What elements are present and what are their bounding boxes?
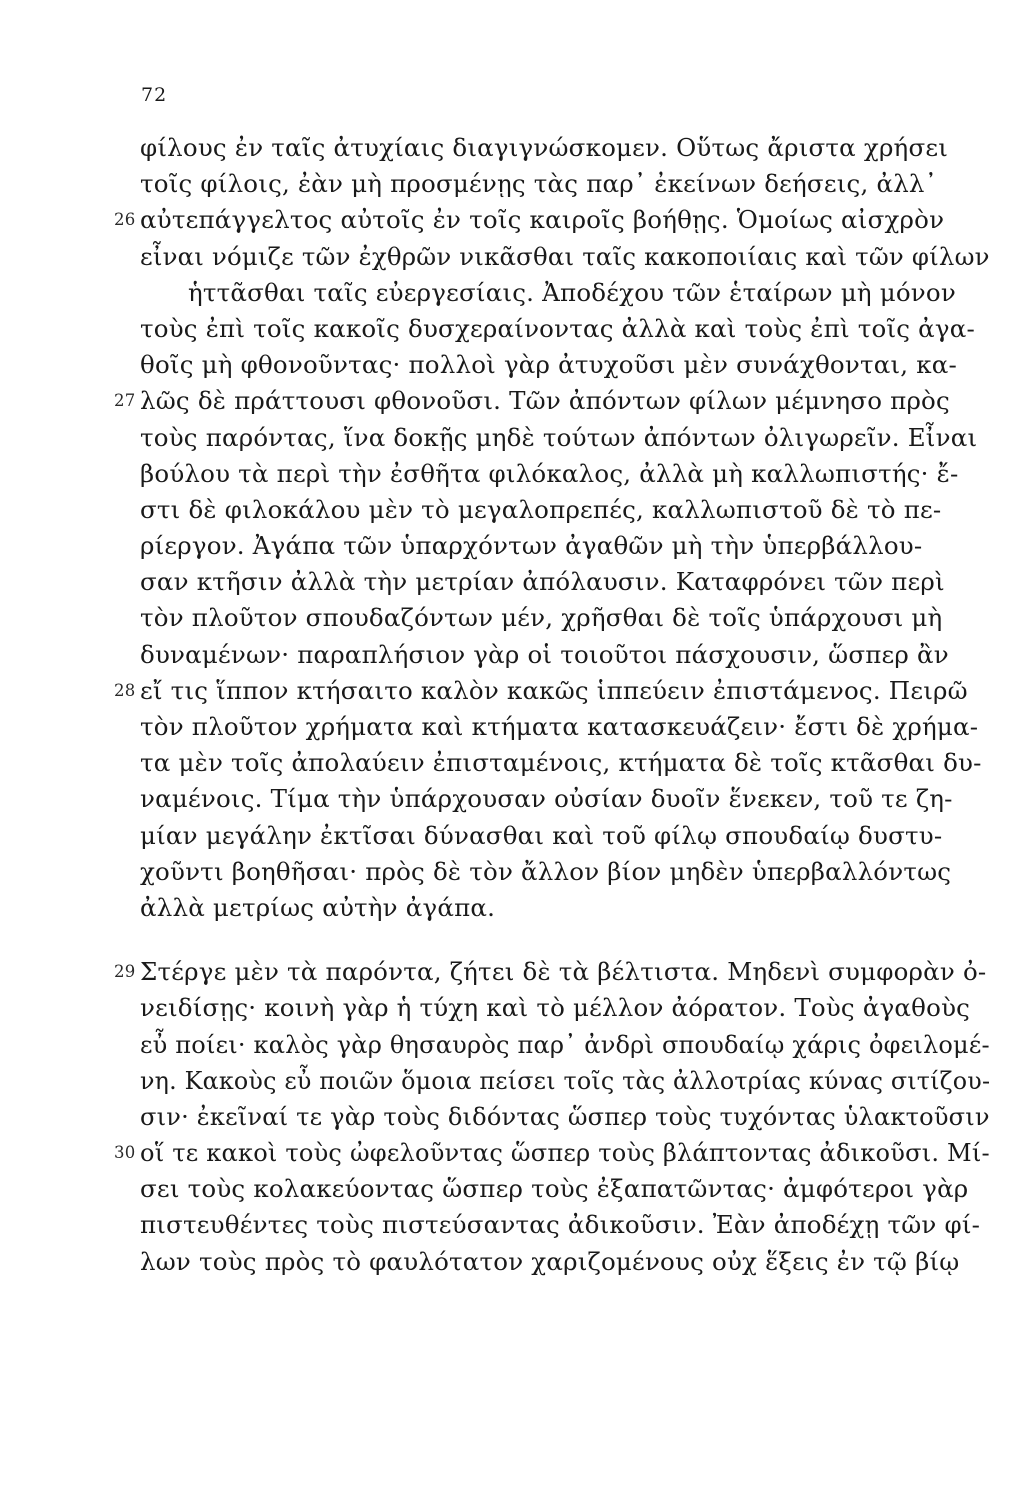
text-line: [140, 1207, 990, 1243]
text-line: [140, 492, 990, 528]
text-line: [140, 745, 990, 781]
text-line: [114, 202, 990, 238]
line-text: αὐτεπάγγελτος αὐτοῖς ἐν τοῖς καιροῖς βοήθῃς. Ὁμοίως αἰσχρὸν: [140, 205, 945, 235]
text-line: [140, 347, 990, 383]
line-text: μίαν μεγάλην ἐκτῖσαι δύνασθαι καὶ τοῦ φίλῳ σπουδαίῳ δυστυ-: [140, 820, 943, 850]
text-line: [140, 420, 990, 456]
line-text: ἀλλὰ μετρίως αὐτὴν ἀγάπα.: [140, 892, 496, 922]
text-line: [140, 637, 990, 673]
line-text: χοῦντι βοηθῆσαι· πρὸς δὲ τὸν ἄλλον βίον μηδὲν ὑπερβαλλόντως: [140, 856, 952, 886]
line-text: λῶς δὲ πράττουσι φθονοῦσι. Τῶν ἀπόντων φίλων μέμνησο πρὸς: [140, 386, 950, 416]
line-text: τα μὲν τοῖς ἀπολαύειν ἐπισταμένοις, κτήματα δὲ τοῖς κτᾶσθαι δυ-: [140, 748, 982, 778]
line-text: πιστευθέντες τοὺς πιστεύσαντας ἀδικοῦσιν. Ἐὰν ἀποδέχῃ τῶν φί-: [140, 1210, 981, 1240]
text-line: [140, 528, 990, 564]
line-text: τὸν πλοῦτον χρήματα καὶ κτήματα κατασκευάζειν· ἔστι δὲ χρήμα-: [140, 712, 979, 741]
line-text: νη. Κακοὺς εὖ ποιῶν ὅμοια πείσει τοῖς τὰς ἀλλοτρίας κύνας σιτίζου-: [140, 1065, 991, 1095]
line-text: σαν κτῆσιν ἀλλὰ τὴν μετρίαν ἀπόλαυσιν. Καταφρόνει τῶν περὶ: [140, 567, 945, 597]
text-line: [114, 1135, 990, 1171]
text-line: [140, 1027, 990, 1063]
text-line: [114, 954, 990, 990]
line-text: στι δὲ φιλοκάλου μὲν τὸ μεγαλοπρεπές, καλλωπιστοῦ δὲ τὸ πε-: [140, 494, 942, 524]
section-number: 30: [114, 1143, 136, 1163]
body-text: [114, 130, 991, 1280]
section-number: 26: [114, 210, 136, 230]
text-line: [140, 1063, 990, 1099]
text-line: [140, 990, 990, 1026]
text-line: [140, 781, 990, 817]
text-line: [140, 890, 990, 926]
section-number: 27: [114, 391, 136, 411]
text-line: [140, 166, 990, 202]
line-text: σει τοὺς κολακεύοντας ὥσπερ τοὺς ἐξαπατῶντας· ἀμφότεροι γὰρ: [140, 1174, 969, 1204]
text-line: [140, 1171, 990, 1207]
line-text: βούλου τὰ περὶ τὴν ἐσθῆτα φιλόκαλος, ἀλλὰ μὴ καλλωπιστής· ἔ-: [140, 458, 959, 488]
text-line: [114, 383, 990, 419]
text-line: [140, 1099, 990, 1135]
line-text: ναμένοις. Τίμα τὴν ὑπάρχουσαν οὐσίαν δυοῖν ἕνεκεν, τοῦ τε ζη-: [140, 784, 953, 814]
section-number: 29: [114, 962, 136, 982]
line-text: τοὺς ἐπὶ τοῖς κακοῖς δυσχεραίνοντας ἀλλὰ καὶ τοὺς ἐπὶ τοῖς ἀγα-: [140, 313, 975, 343]
text-line: [140, 818, 990, 854]
text-line: [140, 600, 990, 636]
line-text: εἶναι νόμιζε τῶν ἐχθρῶν νικᾶσθαι ταῖς κακοποιίαις καὶ τῶν φίλων: [140, 241, 990, 271]
text-line: [140, 275, 990, 311]
line-text: τοῖς φίλοις, ἐὰν μὴ προσμένῃς τὰς παρ᾽ ἐκείνων δεήσεις, ἀλλ᾽: [140, 169, 938, 199]
text-line: [140, 239, 990, 275]
section-number: 28: [114, 680, 136, 700]
text-line: [140, 854, 990, 890]
text-line: [140, 564, 990, 600]
line-text: σιν· ἐκεῖναί τε γὰρ τοὺς διδόντας ὥσπερ τοὺς τυχόντας ὑλακτοῦσιν: [140, 1101, 990, 1131]
line-text: φίλους ἐν ταῖς ἀτυχίαις διαγιγνώσκομεν. Οὕτως ἄριστα χρήσει: [140, 133, 949, 162]
text-line: [140, 709, 990, 745]
text-line: [140, 456, 990, 492]
text-line: [114, 673, 990, 709]
page-number: 72: [141, 84, 168, 106]
text-line: [140, 311, 990, 347]
line-text: τὸν πλοῦτον σπουδαζόντων μέν, χρῆσθαι δὲ τοῖς ὑπάρχουσι μὴ: [140, 603, 943, 633]
line-text: ρίεργον. Ἀγάπα τῶν ὑπαρχόντων ἀγαθῶν μὴ τὴν ὑπερβάλλου-: [140, 531, 923, 561]
line-text: εὖ ποίει· καλὸς γὰρ θησαυρὸς παρ᾽ ἀνδρὶ σπουδαίῳ χάρις ὀφειλομέ-: [140, 1029, 990, 1059]
line-text: λων τοὺς πρὸς τὸ φαυλότατον χαριζομένους οὐχ ἕξεις ἐν τῷ βίῳ: [140, 1246, 960, 1276]
line-text: νειδίσῃς· κοινὴ γὰρ ἡ τύχη καὶ τὸ μέλλον ἀόρατον. Τοὺς ἀγαθοὺς: [140, 993, 971, 1023]
line-text: οἵ τε κακοὶ τοὺς ὠφελοῦντας ὥσπερ τοὺς βλάπτοντας ἀδικοῦσι. Μί-: [140, 1138, 990, 1168]
line-text: θοῖς μὴ φθονοῦντας· πολλοὶ γὰρ ἀτυχοῦσι μὲν συνάχθονται, κα-: [140, 350, 957, 380]
line-text: εἴ τις ἵππον κτήσαιτο καλὸν κακῶς ἱππεύειν ἐπιστάμενος. Πειρῶ: [140, 675, 968, 705]
line-text: ἡττᾶσθαι ταῖς εὐεργεσίαις. Ἀποδέχου τῶν ἑταίρων μὴ μόνον: [188, 277, 956, 307]
text-line: [140, 130, 990, 166]
line-text: Στέργε μὲν τὰ παρόντα, ζήτει δὲ τὰ βέλτιστα. Μηδενὶ συμφορὰν ὀ-: [140, 957, 987, 987]
line-text: τοὺς παρόντας, ἵνα δοκῇς μηδὲ τούτων ἀπόντων ὀλιγωρεῖν. Εἶναι: [140, 422, 978, 452]
line-text: δυναμένων· παραπλήσιον γὰρ οἱ τοιοῦτοι πάσχουσιν, ὥσπερ ἂν: [140, 639, 949, 669]
text-line: [140, 1244, 990, 1280]
